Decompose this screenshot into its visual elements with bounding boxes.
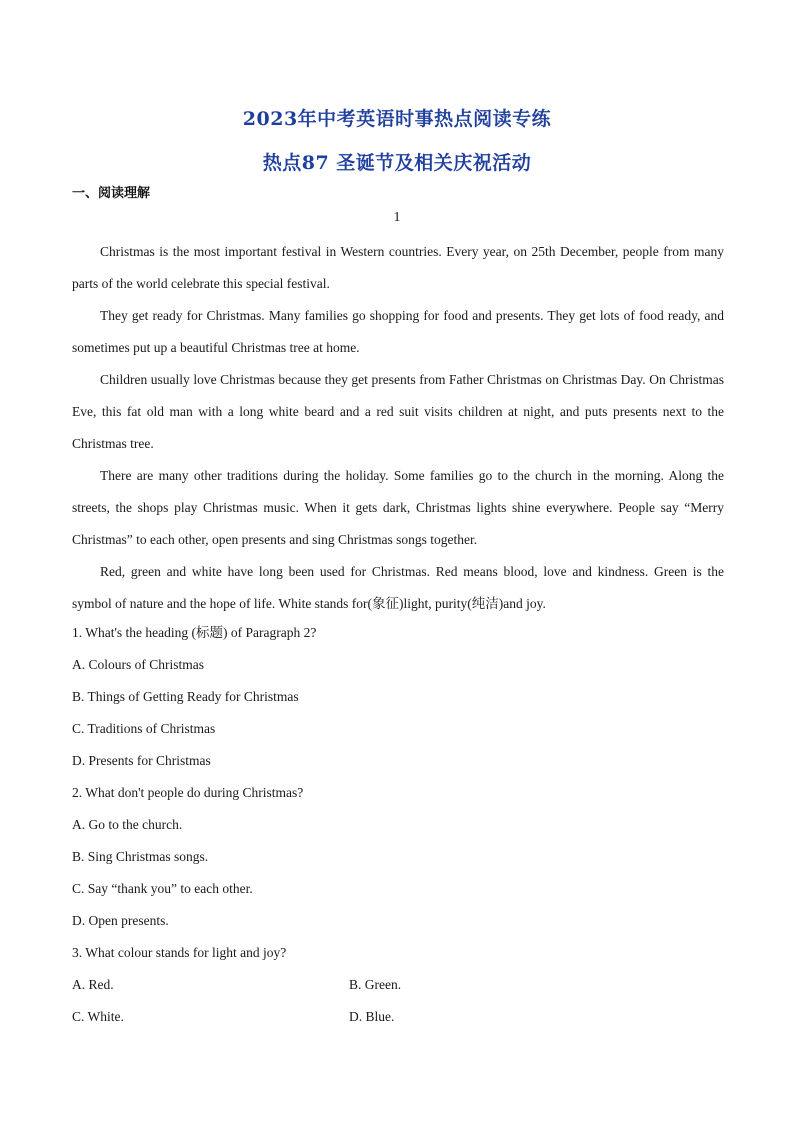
answer-option: C. Traditions of Christmas: [72, 721, 216, 736]
question-stem: 3. What colour stands for light and joy?: [72, 945, 287, 960]
paragraph: There are many other traditions during the holiday. Some families go to the church in the morning. Along the streets, the shops play Christmas music. When it gets dark, Christmas lights shine everywhere. People say “Merry Christmas” to each other, open presents and sing Christmas songs together.: [72, 468, 724, 547]
answer-option: B. Things of Getting Ready for Christmas: [72, 689, 299, 704]
option-row: [72, 1001, 724, 1033]
answer-option: C. Say “thank you” to each other.: [72, 881, 253, 896]
answer-option: D. Open presents.: [72, 913, 169, 928]
answer-option: A. Colours of Christmas: [72, 657, 205, 672]
answer-option: B. Sing Christmas songs.: [72, 849, 209, 864]
document-subtitle: 热点87 圣诞节及相关庆祝活动: [262, 152, 532, 174]
answer-option: D. Presents for Christmas: [72, 753, 211, 768]
paragraph: They get ready for Christmas. Many families go shopping for food and presents. They get lots of food ready, and sometimes put up a beautiful Christmas tree at home.: [72, 308, 724, 355]
document-title: 2023年中考英语时事热点阅读专练: [242, 108, 552, 130]
paragraph: Christmas is the most important festival in Western countries. Every year, on 25th December, people from many parts of the world celebrate this special festival.: [72, 244, 724, 291]
question-list: [72, 617, 724, 1033]
answer-option: D. Blue.: [349, 1009, 395, 1024]
section-heading: 一、阅读理解: [72, 186, 151, 201]
answer-option: A. Red.: [72, 977, 114, 992]
option-row: [72, 969, 724, 1001]
passage-number: 1: [393, 210, 401, 225]
question-stem: 2. What don't people do during Christmas?: [72, 785, 304, 800]
answer-option: B. Green.: [349, 977, 402, 992]
question-stem: 1. What's the heading (标题) of Paragraph 2?: [72, 625, 317, 640]
answer-option: A. Go to the church.: [72, 817, 183, 832]
answer-option: C. White.: [72, 1009, 124, 1024]
reading-passage: [72, 236, 724, 620]
paragraph: Red, green and white have long been used for Christmas. Red means blood, love and kindness. Green is the symbol of nature and the hope of life. White stands for(象征)light, purity(纯洁)and joy.: [72, 564, 724, 611]
paragraph: Children usually love Christmas because they get presents from Father Christmas on Christmas Day. On Christmas Eve, this fat old man with a long white beard and a red suit visits children at night, and puts presents next to the Christmas tree.: [72, 372, 724, 451]
